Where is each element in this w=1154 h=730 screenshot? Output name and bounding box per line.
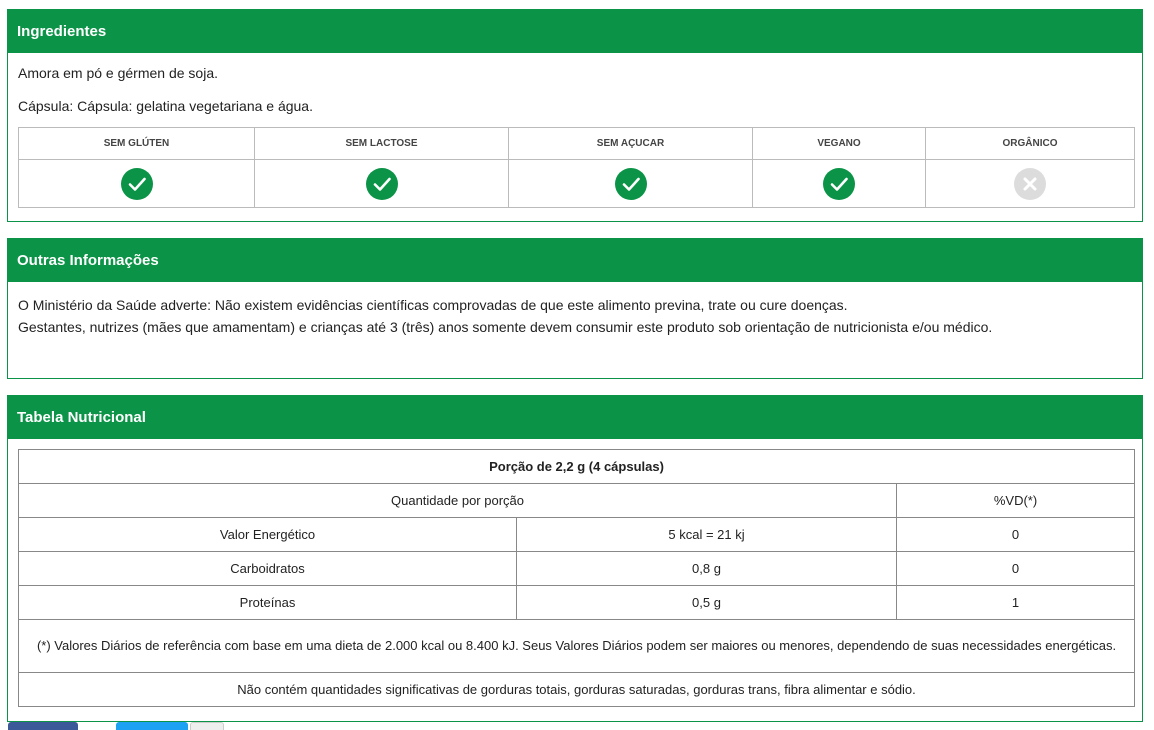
- ingredients-text: Amora em pó e gérmen de soja.: [18, 65, 218, 81]
- diet-label-organic: ORGÂNICO: [926, 128, 1135, 160]
- nutrient-vd: 1: [897, 586, 1135, 620]
- nutrient-vd: 0: [897, 518, 1135, 552]
- facebook-share-button[interactable]: [8, 722, 78, 730]
- diet-table: [18, 127, 1135, 208]
- nutrient-amount: 0,8 g: [517, 552, 897, 586]
- check-icon: [121, 168, 153, 200]
- table-row: [19, 518, 1135, 552]
- nutrient-name: Valor Energético: [19, 518, 517, 552]
- other-info-title: Outras Informações: [8, 239, 1142, 282]
- x-icon: [1014, 168, 1046, 200]
- nutrition-panel: [7, 395, 1143, 722]
- vd-header: %VD(*): [897, 484, 1135, 518]
- portion-row: Porção de 2,2 g (4 cápsulas): [19, 450, 1135, 484]
- check-icon: [615, 168, 647, 200]
- diet-label-sugar: SEM AÇUCAR: [509, 128, 753, 160]
- nutrition-table: [18, 449, 1135, 707]
- nutrient-amount: 5 kcal = 21 kj: [517, 518, 897, 552]
- check-icon: [366, 168, 398, 200]
- nutrition-title: Tabela Nutricional: [8, 396, 1142, 439]
- diet-label-gluten: SEM GLÚTEN: [19, 128, 255, 160]
- share-buttons: [8, 722, 308, 730]
- qty-header: Quantidade por porção: [19, 484, 897, 518]
- footnote: (*) Valores Diários de referência com base em uma dieta de 2.000 kcal ou 8.400 kJ. Seus Valores Diários podem ser maiores ou menores, dependendo de suas necessidades energéticas.: [19, 620, 1135, 673]
- check-icon: [823, 168, 855, 200]
- capsule-text: Cápsula: Cápsula: gelatina vegetariana e água.: [18, 98, 313, 114]
- nutrient-amount: 0,5 g: [517, 586, 897, 620]
- consumption-advice-text: Gestantes, nutrizes (mães que amamentam) e crianças até 3 (três) anos somente devem consumir este produto sob orientação de nutricionista e/ou médico.: [18, 319, 993, 335]
- ingredients-title: Ingredientes: [8, 10, 1142, 53]
- table-row: [19, 552, 1135, 586]
- nutrient-name: Proteínas: [19, 586, 517, 620]
- twitter-share-button[interactable]: [116, 722, 188, 730]
- health-warning-text: O Ministério da Saúde adverte: Não existem evidências científicas comprovadas de que este alimento previna, trate ou cure doenças.: [18, 297, 848, 313]
- nutrient-vd: 0: [897, 552, 1135, 586]
- diet-label-lactose: SEM LACTOSE: [255, 128, 509, 160]
- disclaimer: Não contém quantidades significativas de gorduras totais, gorduras saturadas, gorduras trans, fibra alimentar e sódio.: [19, 673, 1135, 707]
- nutrient-name: Carboidratos: [19, 552, 517, 586]
- diet-label-vegan: VEGANO: [753, 128, 926, 160]
- ingredients-panel: [7, 9, 1143, 222]
- table-row: [19, 586, 1135, 620]
- pinterest-share-button[interactable]: [190, 722, 224, 730]
- other-info-panel: [7, 238, 1143, 379]
